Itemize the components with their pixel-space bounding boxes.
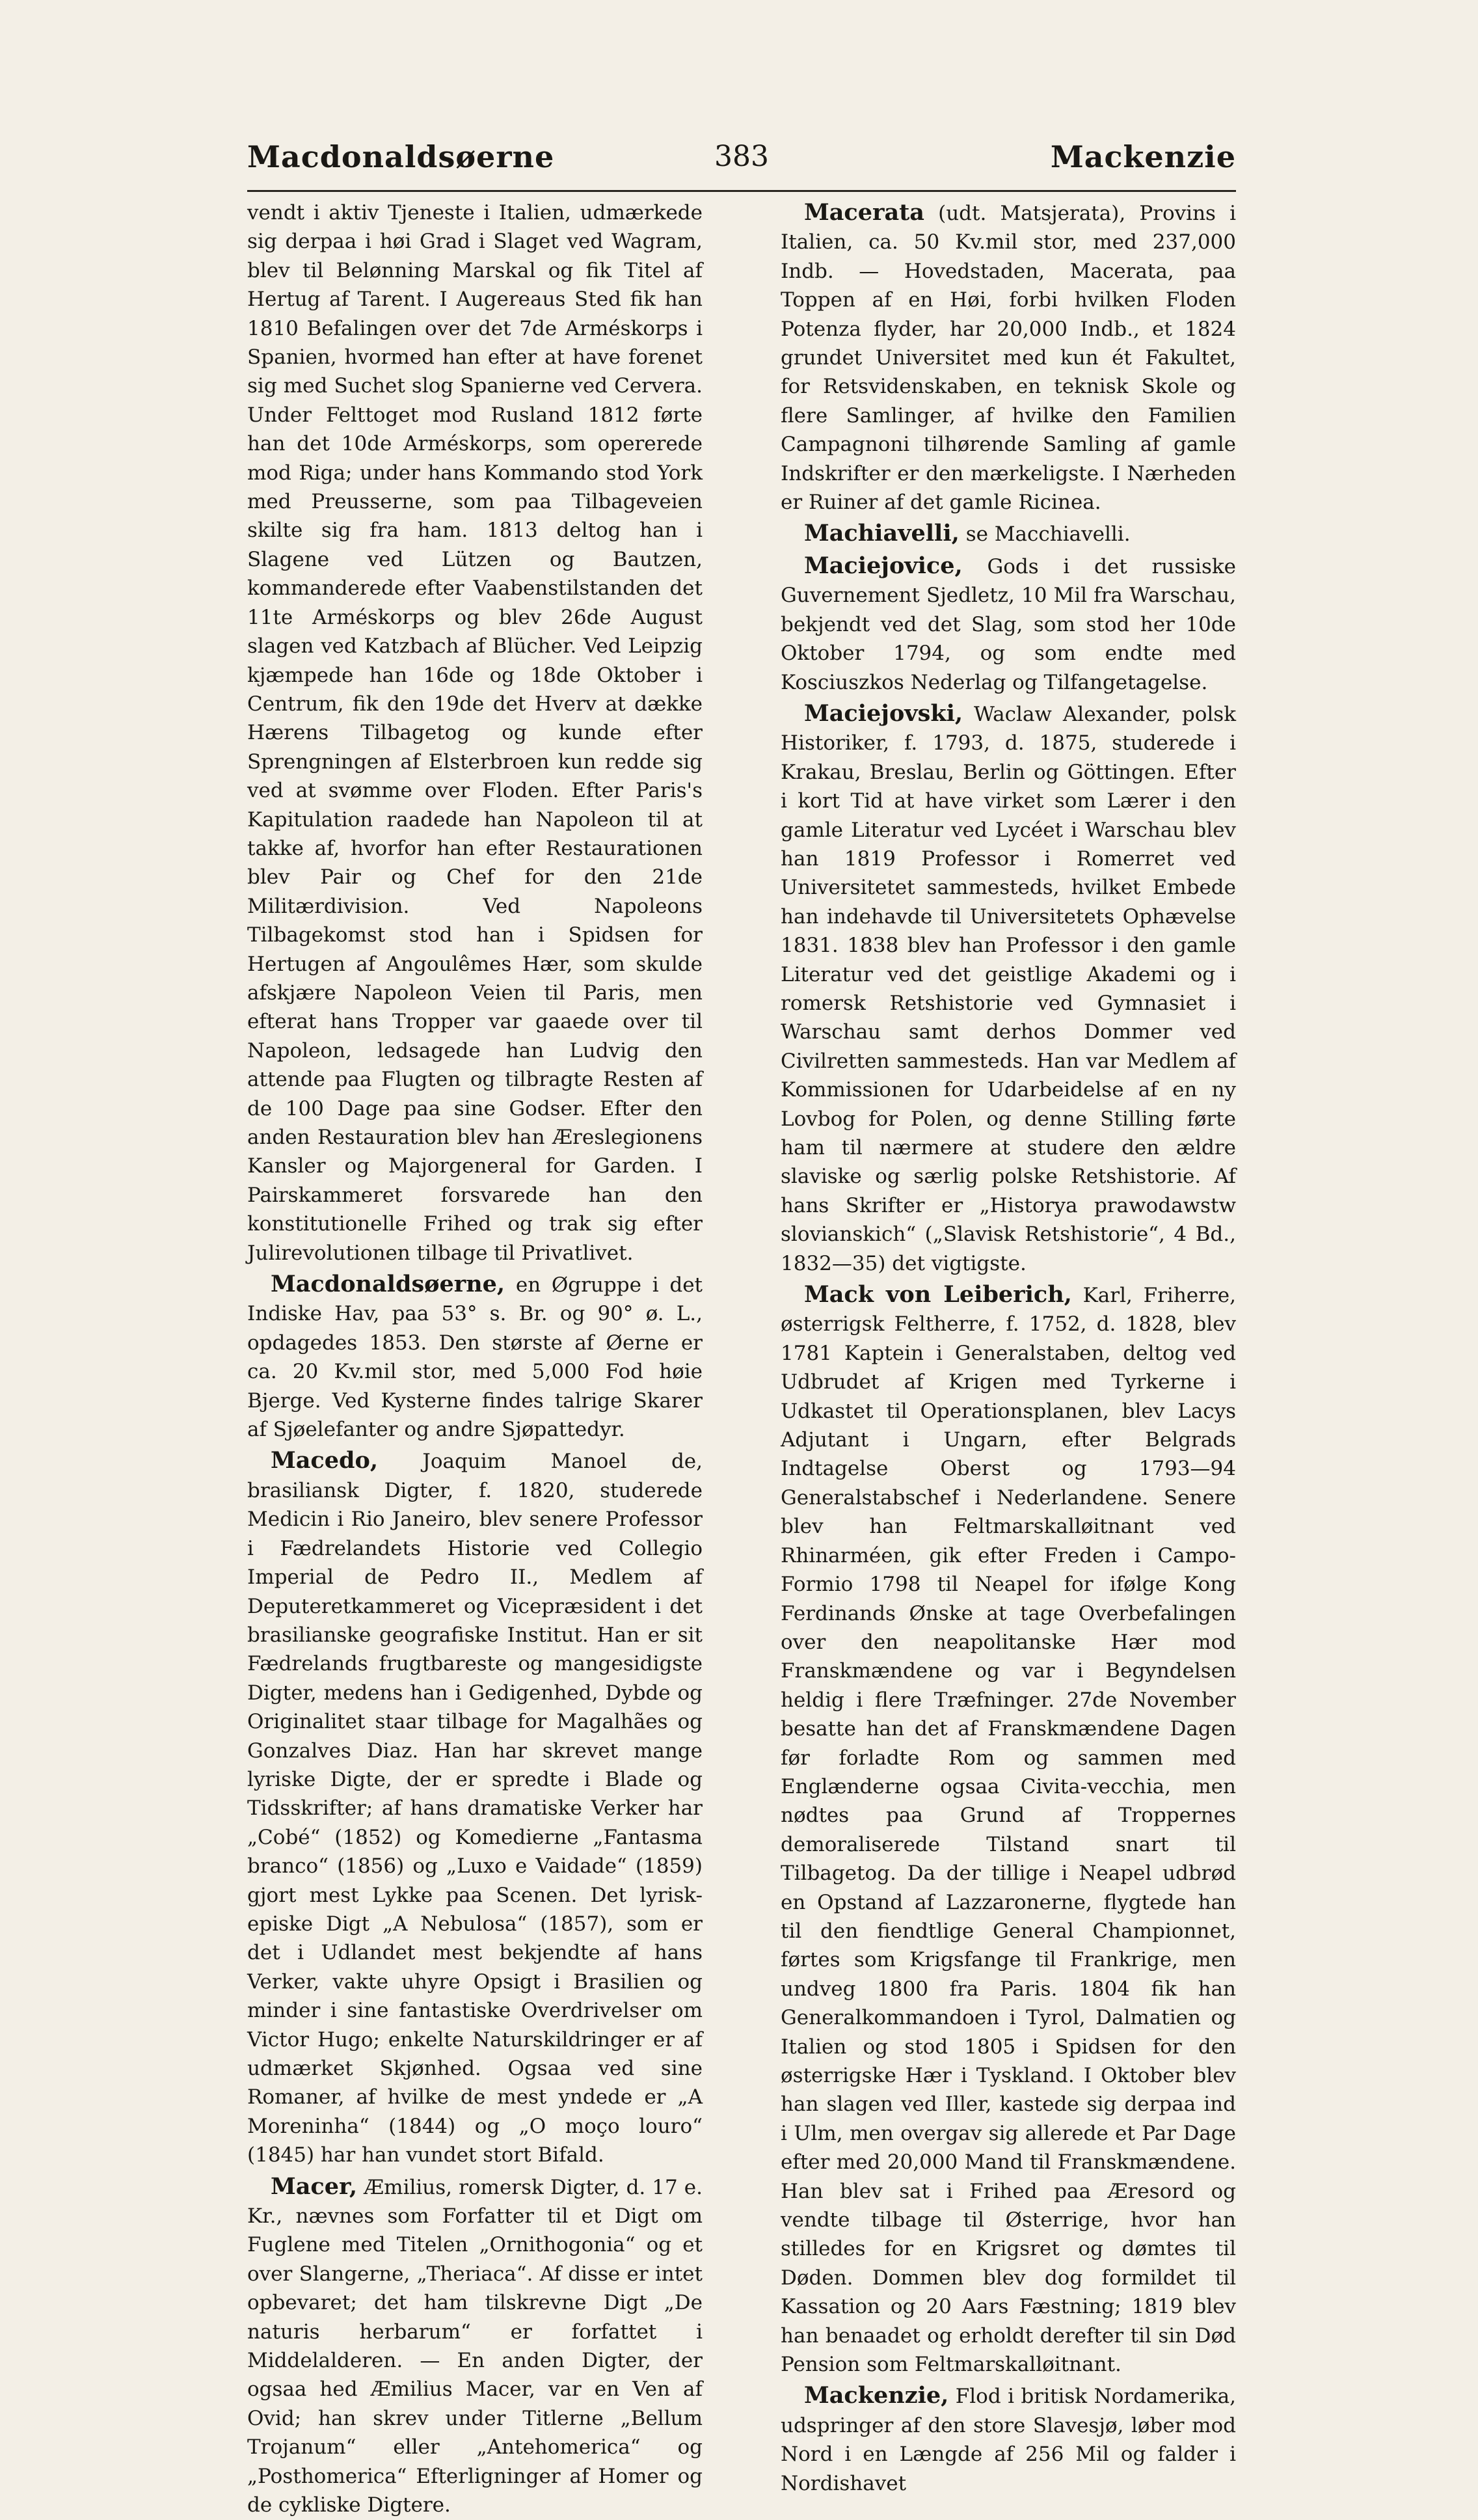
page-number: 383	[714, 140, 769, 173]
entry-machiavelli	[781, 519, 1236, 549]
entry-macerata	[781, 198, 1236, 517]
entry-maciejovski	[781, 699, 1236, 1278]
left-column	[247, 198, 703, 2517]
entry-mackenzie	[781, 2381, 1236, 2498]
entry-macer	[247, 2173, 703, 2520]
entry-headword: Macer,	[271, 2173, 358, 2200]
entry-headword: Macedo,	[271, 1447, 379, 1474]
continued-entry-text: vendt i aktiv Tjeneste i Italien, udmærkede sig derpaa i høi Grad i Slaget ved Wagram, blev til Belønning Marskal og fik Titel af Hertug af Tarent. I Augereaus Sted fik han 1810 Befalingen over det 7de Arméskorps i Spanien, hvormed han efter at have forenet sig med Suchet slog Spanierne ved Cervera. Under Felttoget mod Rusland 1812 førte han det 10de Arméskorps, som opererede mod Riga; under hans Kommando stod York med Preusserne, som paa Tilbageveien skilte sig fra ham. 1813 deltog han i Slagene ved Lützen og Bautzen, kommanderede efter Vaabenstilstanden det 11te Arméskorps og blev 26de August slagen ved Katzbach af Blücher. Ved Leipzig kjæmpede han 16de og 18de Oktober i Centrum, fik den 19de det Hverv at dække Hærens Tilbagetog og kunde efter Sprengningen af Elsterbroen kun redde sig ved at svømme over Floden. Efter Paris's Kapitulation raadede han Napoleon til at takke af, hvorfor han efter Restaurationen blev Pair og Chef for den 21de Militærdivision. Ved Napoleons Tilbagekomst stod han i Spidsen for Hertugen af Angoulêmes Hær, som skulde afskjære Napoleon Veien til Paris, men efterat hans Tropper var gaaede over til Napoleon, ledsagede han Ludvig den attende paa Flugten og tilbragte Resten af de 100 Dage paa sine Godser. Efter den anden Restauration blev han Æreslegionens Kansler og Majorgeneral for Garden. I Pairskammeret forsvarede han den konstitutionelle Frihed og trak sig efter Julirevolutionen tilbage til Privatlivet.	[247, 201, 703, 1265]
entry-headword: Maciejovski,	[804, 699, 963, 727]
entry-text: Joaquim Manoel de, brasiliansk Digter, f. 1820, studerede Medicin i Rio Janeiro, blev senere Professor i Fædrelandets Historie ved Collegio Imperial de Pedro II., Medlem af Deputeretkammeret og Vicepræsident i det brasilianske geografiske Institut. Han er sit Fædrelands frugtbareste og mangesidigste Digter, medens han i Gedigenhed, Dybde og Originalitet staar tilbage for Magalhães og Gonzalves Diaz. Han har skrevet mange lyriske Digte, der er spredte i Blade og Tidsskrifter; af hans dramatiske Verker har „Cobé“ (1852) og Komedierne „Fantasma branco“ (1856) og „Luxo e Vaidade“ (1859) gjort mest Lykke paa Scenen. Det lyrisk-episke Digt „A Nebulosa“ (1857), som er det i Udlandet mest bekjendte af hans Verker, vakte uhyre Opsigt i Brasilien og minder i sine fantastiske Overdrivelser om Victor Hugo; enkelte Naturskildringer er af udmærket Skjønhed. Ogsaa ved sine Romaner, af hvilke de mest yndede er „A Moreninha“ (1844) og „O moço louro“ (1845) har han vundet stort Bifald.	[247, 1450, 703, 2167]
entry-text: Waclaw Alexander, polsk Historiker, f. 1793, d. 1875, studerede i Krakau, Breslau, Berlin og Göttingen. Efter i kort Tid at have virket som Lærer i den gamle Literatur ved Lycéet i Warschau blev han 1819 Professor i Romerret ved Universitetet sammesteds, hvilket Embede han indehavde til Universitetets Ophævelse 1831. 1838 blev han Professor i den gamle Literatur ved det geistlige Akademi og i romersk Retshistorie ved Gymnasiet i Warschau samt derhos Dommer ved Civilretten sammesteds. Han var Medlem af Kommissionen for Udarbeidelse af en ny Lovbog for Polen, og denne Stilling førte ham til nærmere at studere den ældre slaviske og særlig polske Retshistorie. Af hans Skrifter er „Historya prawodawstw slovianskich“ („Slavisk Retshistorie“, 4 Bd., 1832—35) det vigtigste.	[781, 702, 1236, 1275]
right-column	[781, 198, 1236, 2495]
left-running-title: Macdonaldsøerne	[247, 139, 555, 174]
entry-macedo	[247, 1446, 703, 2169]
page-header	[234, 128, 1249, 186]
entry-text: se Macchiavelli.	[965, 522, 1131, 547]
entry-text: Flod i britisk Nordamerika, udspringer af den store Slavesjø, løber mod Nord i en Længde af 256 Mil og falder i Nordishavet	[781, 2385, 1236, 2495]
entry-headword: Maciejovice,	[804, 552, 963, 579]
entry-macdonaldsoerne	[247, 1270, 703, 1444]
entry-headword: Macdonaldsøerne,	[271, 1271, 505, 1298]
entry-headword: Macerata	[804, 199, 924, 226]
entry-text: Æmilius, romersk Digter, d. 17 e. Kr., nævnes som Forfatter til et Digt om Fuglene med Titelen „Ornithogonia“ og et over Slangerne, „Theriaca“. Af disse er intet opbevaret; det ham tilskrevne Digt „De naturis herbarum“ er forfattet i Middelalderen. — En anden Digter, der ogsaa hed Æmilius Macer, var en Ven af Ovid; han skrev under Titlerne „Bellum Trojanum“ eller „Antehomerica“ og „Posthomerica“ Efterligninger af Homer og de cykliske Digtere.	[247, 2175, 703, 2517]
header-rule	[247, 190, 1236, 192]
entry-text: Karl, Friherre, østerrigsk Feltherre, f. 1752, d. 1828, blev 1781 Kaptein i Generalstaben, deltog ved Udbrudet af Krigen med Tyrkerne i Udkastet til Operationsplanen, blev Lacys Adjutant i Ungarn, efter Belgrads Indtagelse Oberst og 1793—94 Generalstabschef i Nederlandene. Senere blev han Feltmarskalløitnant ved Rhinarméen, gik efter Freden i Campo-Formio 1798 til Neapel for ifølge Kong Ferdinands Ønske at tage Overbefalingen over den neapolitanske Hær mod Franskmændene og var i Begyndelsen heldig i flere Træfninger. 27de November besatte han det af Franskmændene Dagen før forladte Rom og sammen med Englænderne ogsaa Civita-vecchia, men nødtes paa Grund af Troppernes demoraliserede Tilstand snart til Tilbagetog. Da der tillige i Neapel udbrød en Opstand af Lazzaronerne, flygtede han til den fiendtlige General Championnet, førtes som Krigsfange til Frankrige, men undveg 1800 fra Paris. 1804 fik han Generalkommandoen i Tyrol, Dalmatien og Italien og stod 1805 i Spidsen for den østerrigske Hær i Tyskland. I Oktober blev han slagen ved Iller, kastede sig derpaa ind i Ulm, men overgav sig allerede et Par Dage efter med 20,000 Mand til Franskmændene. Han blev sat i Frihed paa Æresord og vendte tilbage til Østerrige, hvor han stilledes for en Krigsret og dømtes til Døden. Dommen blev dog formildet til Kassation og 20 Aars Fæstning; 1819 blev han benaadet og erholdt derefter til sin Død Pension som Feltmarskalløitnant.	[781, 1284, 1236, 2377]
entry-text: (udt. Matsjerata), Provins i Italien, ca. 50 Kv.mil stor, med 237,000 Indb. — Hovedstaden, Macerata, paa Toppen af en Høi, forbi hvilken Floden Potenza flyder, har 20,000 Indb., et 1824 grundet Universitet med kun ét Fakultet, for Retsvidenskaben, en teknisk Skole og flere Samlinger, af hvilke den Familien Campagnoni tilhørende Samling af gamle Indskrifter er den mærkeligste. I Nærheden er Ruiner af det gamle Ricinea.	[781, 202, 1236, 515]
entry-maciejovice	[781, 552, 1236, 697]
right-running-title: Mackenzie	[1050, 139, 1236, 174]
entry-headword: Machiavelli,	[804, 520, 960, 547]
entry-mack-von-leiberich	[781, 1280, 1236, 2379]
entry-headword: Mack von Leiberich,	[804, 1281, 1072, 1308]
entry-text: en Øgruppe i det Indiske Hav, paa 53° s. Br. og 90° ø. L., opdagedes 1853. Den største af Øerne er ca. 20 Kv.mil stor, med 5,000 Fod høie Bjerge. Ved Kysterne findes talrige Skarer af Sjøelefanter og andre Sjøpattedyr.	[247, 1273, 703, 1442]
entry-headword: Mackenzie,	[804, 2382, 949, 2409]
entry-text: Gods i det russiske Guvernement Sjedletz, 10 Mil fra Warschau, bekjendt ved det Slag, som stod her 10de Oktober 1794, og som endte med Kosciuszkos Nederlag og Tilfangetagelse.	[781, 554, 1236, 694]
